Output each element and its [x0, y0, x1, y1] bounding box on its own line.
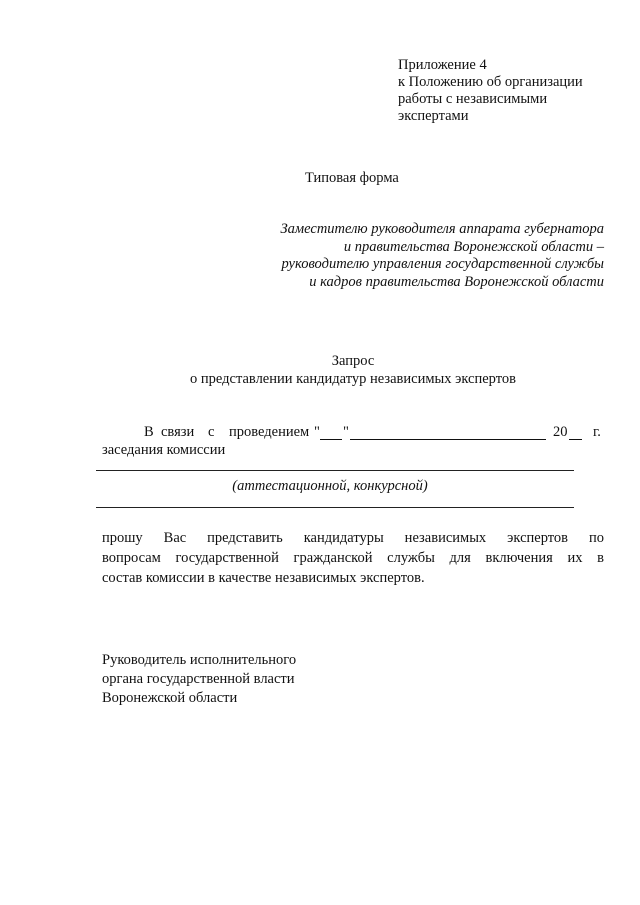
day-blank[interactable]	[320, 439, 342, 440]
quote-open: "	[314, 424, 320, 440]
word: В	[144, 424, 154, 440]
word: с	[208, 424, 215, 440]
commission-type-hint: (аттестационной, конкурсной)	[232, 478, 428, 494]
title-line: Запрос	[331, 353, 375, 369]
meeting-text: заседания комиссии	[102, 442, 226, 458]
month-blank[interactable]	[350, 439, 546, 440]
signature-line: Воронежской области	[102, 690, 238, 706]
appendix-line: экспертами	[398, 108, 469, 124]
paragraph-line: вопросам государственной гражданской службы для включения их в	[102, 550, 604, 566]
commission-type-rule[interactable]	[96, 470, 574, 471]
document-title	[0, 352, 640, 388]
subtitle-line: о представлении кандидатур независимых экспертов	[190, 371, 516, 387]
year-prefix: 20	[553, 424, 568, 440]
form-type-label: Типовая форма	[305, 170, 399, 186]
word: проведением	[229, 424, 310, 440]
request-paragraph	[102, 528, 604, 588]
appendix-line: к Положению об организации	[398, 74, 583, 90]
addressee-line: руководителю управления государственной службы	[281, 256, 604, 272]
commission-type-rule[interactable]	[96, 507, 574, 508]
paragraph-line: прошу Вас представить кандидатуры независимых экспертов по	[102, 530, 604, 546]
signature-line: Руководитель исполнительного	[102, 652, 297, 668]
addressee-block	[280, 221, 604, 291]
paragraph-line: состав комиссии в качестве независимых экспертов.	[102, 570, 425, 586]
appendix-reference	[398, 57, 583, 125]
appendix-line: Приложение 4	[398, 57, 487, 73]
appendix-line: работы с независимыми	[398, 91, 548, 107]
signature-block	[102, 651, 296, 708]
addressee-line: Заместителю руководителя аппарата губернатора	[280, 221, 604, 237]
addressee-line: и правительства Воронежской области –	[343, 238, 604, 255]
year-blank[interactable]	[569, 439, 582, 440]
signature-line: органа государственной власти	[102, 671, 295, 687]
year-suffix: г.	[593, 424, 601, 440]
addressee-line: и кадров правительства Воронежской области	[309, 273, 604, 290]
quote-close: "	[343, 424, 349, 440]
word: связи	[161, 424, 195, 440]
